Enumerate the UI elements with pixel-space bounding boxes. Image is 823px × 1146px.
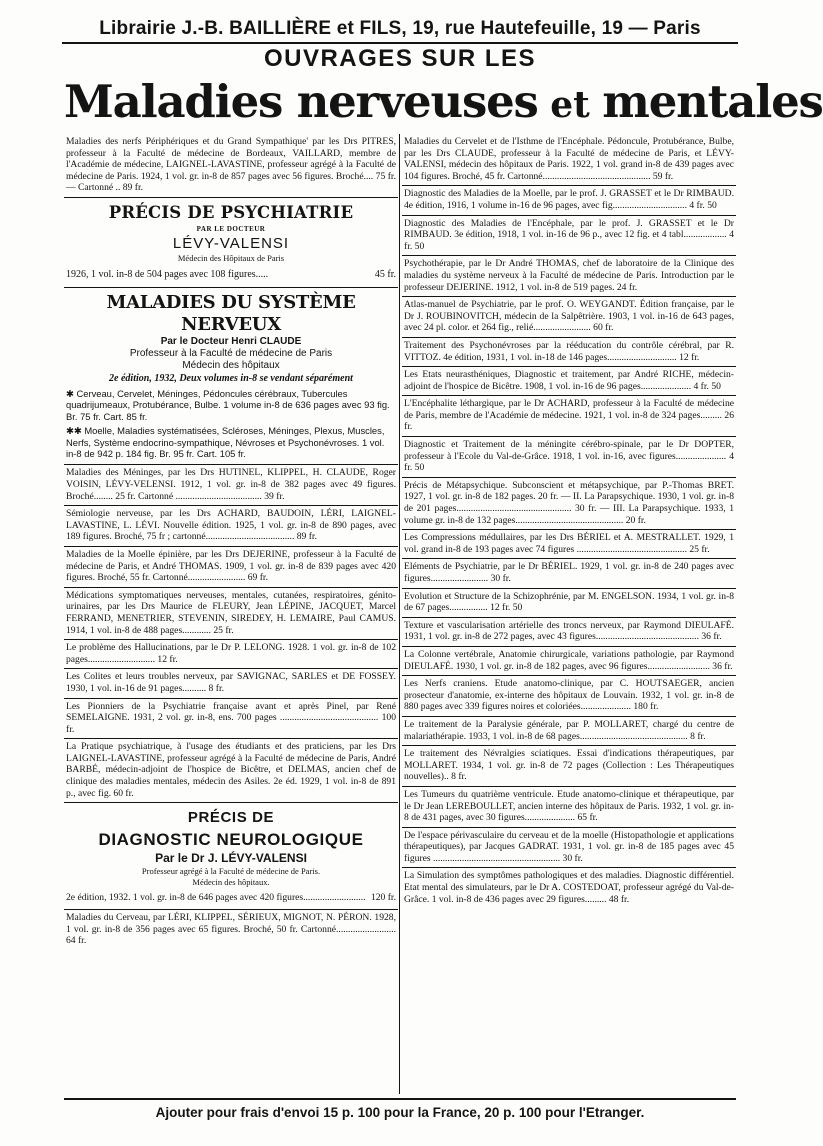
diagnostic-neurologique-sub1: Professeur agrégé à la Faculté de médecine de Paris. — [141, 866, 321, 877]
ouvrages-heading: OUVRAGES SUR LES — [263, 45, 537, 72]
systeme-nerveux-edition: 2e édition, 1932, Deux volumes in-8 se vendant séparément — [109, 372, 353, 384]
list-item: Psychothérapie, par le Dr André THOMAS, chef de laboratoire de la Clinique des maladies du système nerveux à la Faculté de médecine de Paris. Introduction par le professeur DEJERINE. 1912, 1 vol. in-8 de 519 pages. 24 fr. — [402, 256, 736, 297]
left-column — [64, 134, 398, 1094]
precis-psychiatrie-line — [66, 264, 396, 282]
systeme-nerveux-title: MALADIES DU SYSTÈME NERVEUX — [106, 291, 356, 335]
list-item: Le problème des Hallucinations, par le Dr P. LELONG. 1928. 1 vol. gr. in-8 de 102 pages............................ 12 fr. — [64, 640, 398, 669]
systeme-nerveux-vol1: ✱ Cerveau, Cervelet, Méninges, Pédoncules cérébraux, Tubercules quadrijumeaux, Protubérance, Bulbe. 1 volume in-8 de 636 pages avec 93 fig. Br. 75 fr. Cart. 85 fr. — [66, 387, 390, 422]
systeme-nerveux-author: Par le Docteur Henri CLAUDE — [160, 335, 302, 347]
list-item: Les Colites et leurs troubles nerveux, par SAVIGNAC, SARLES et DE FOSSEY. 1930, 1 vol. in-16 de 91 pages.......... 8 fr. — [64, 669, 398, 698]
column-divider — [399, 134, 400, 1094]
list-item: Diagnostic et Traitement de la méningite cérébro-spinale, par le Dr DOPTER, professeur à l'Ecole du Val-de-Grâce. 1918, 1 vol. in-16, avec figures..................... 4 fr. 50 — [402, 437, 736, 478]
precis-psychiatrie-title: PRÉCIS DE PSYCHIATRIE — [108, 202, 354, 222]
diagnostic-neurologique-line — [66, 888, 396, 904]
list-item: Les Etats neurasthéniques, Diagnostic et traitement, par André RICHE, médecin-adjoint de l'hospice de Bicêtre. 1908, 1 vol. in-16 de 96 pages..................... 4 fr. 50 — [402, 367, 736, 396]
precis-psychiatrie-details: 1926, 1 vol. in-8 de 504 pages avec 108 figures..... — [66, 268, 269, 280]
list-item: Le traitement des Névralgies sciatiques. Essai d'indications thérapeutiques, par MOLLARET. 1934, 1 vol. gr. in-8 de 72 pages (Collection : Les Thérapeutiques nouvelles).. 8 fr. — [402, 746, 736, 787]
footer — [64, 1098, 736, 1126]
diagnostic-neurologique-sub2: Médecin des hôpitaux. — [192, 877, 270, 888]
precis-psychiatrie-price: 45 fr. — [374, 268, 396, 280]
list-item: Maladies du Cerveau, par LÉRI, KLIPPEL, SÉRIEUX, MIGNOT, N. PÉRON. 1928, 1 vol. gr. in-8 de 356 pages avec 65 figures. Broché, 50 fr. Cartonné......................... 64 fr. — [66, 912, 396, 947]
precis-psychiatrie-box — [64, 198, 398, 288]
list-item: Les Tumeurs du quatrième ventricule. Etude anatomo-clinique et thérapeutique, par le Dr Jean LEREBOULLET, ancien interne des hôpitaux de Paris. 1932, 1 vol. gr. in-8 de 431 pages, avec 30 figures..................... 65 fr. — [402, 787, 736, 828]
main-title-part2: et — [537, 84, 603, 126]
list-item: Maladies des nerfs Périphériques et du Grand Sympathique' par les Drs PITRES, professeur à la Faculté de médecine de Bordeaux, VAILLARD, membre de l'Académie de médecine, LAIGNEL-LAVASTINE, professeur agrégé à la Faculté de médecine de Paris. 1924, 1 vol. gr. in-8 de 857 pages avec 56 figures. Broché.... 75 fr. — Cartonné .. 89 fr. — [64, 134, 398, 198]
list-item: Les Pionniers de la Psychiatrie française avant et après Pinel, par René SEMELAIGNE. 1931, 2 vol. gr. in-8, ens. 700 pages ......................................... 100 fr. — [64, 699, 398, 740]
main-title-part3: mentales — [602, 75, 823, 128]
list-item: Sémiologie nerveuse, par les Drs ACHARD, BAUDOIN, LÉRI, LAIGNEL-LAVASTINE, L. LÉVI. Nouvelle édition. 1925, 1 vol. gr. in-8 de 890 pages, avec 189 figures. Broché, 75 fr ; cartonné..................................... 89 fr. — [64, 506, 398, 547]
list-item: Traitement des Psychonévroses par la rééducation du contrôle cérébral, par R. VITTOZ. 4e édition, 1931, 1 vol. in-18 de 146 pages............................. 12 fr. — [402, 338, 736, 367]
list-item: La Colonne vertébrale, Anatomie chirurgicale, variations pathologie, par Raymond DIEULAFÉ. 1930, 1 vol. gr. in-8 de 182 pages, avec 96 figures.......................... 36 fr. — [402, 647, 736, 676]
list-item: Les Nerfs craniens. Etude anatomo-clinique, par C. HOUTSAEGER, ancien prosecteur d'anatomie, ex-interne des hôpitaux de Louvain. 1932, 1 vol. gr. in-8 de 880 pages avec 339 figures noires et coloriées..................... 180 fr. — [402, 676, 736, 717]
list-item: L'Encéphalite léthargique, par le Dr ACHARD, professeur à la Faculté de médecine de Paris, membre de l'Académie de médecine. 1921, 1 vol. in-8 de 324 pages......... 26 fr. — [402, 396, 736, 437]
list-item: Médications symptomatiques nerveuses, mentales, cutanées, respiratoires, génito-urinaires, par les Drs Maurice de FLEURY, Jean LÉPINE, JACQUET, Marcel FERRAND, MENETRIER, STEVENIN, SIREDEY, H. LEMAIRE, Paul CAMUS. 1914, 1 vol. in-8 de 488 pages............ 25 fr. — [64, 588, 398, 640]
list-item: Texture et vascularisation artérielle des troncs nerveux, par Raymond DIEULAFÉ. 1931, 1 vol. gr. in-8 de 272 pages, avec 43 figures........................................... 36 fr. — [402, 618, 736, 647]
shipping-note: Ajouter pour frais d'envoi 15 p. 100 pour la France, 20 p. 100 pour l'Etranger. — [155, 1105, 645, 1120]
list-item: Atlas-manuel de Psychiatrie, par le prof. O. WEYGANDT. Édition française, par le Dr J. ROUBINOVITCH, médecin de la Salpêtrière. 1903, 1 vol. in-16 de 643 pages, avec 24 pl. color. et 264 fig., relié........................ 60 fr. — [402, 297, 736, 338]
systeme-nerveux-box — [64, 288, 398, 465]
systeme-nerveux-vol2: ✱✱ Moelle, Maladies systématisées, Scléroses, Méninges, Plexus, Muscles, Nerfs, Système endocrino-sympathique, Névroses et Psychonévroses. 1 vol. in-8 de 942 p. 184 fig. Br. 95 fr. Cart. 105 fr. — [66, 425, 385, 459]
diagnostic-neurologique-price: 120 fr. — [370, 892, 396, 904]
diagnostic-neurologique-precis: PRÉCIS DE — [187, 809, 275, 827]
list-item: Diagnostic des Maladies de l'Encéphale, par le prof. J. GRASSET et le Dr RIMBAUD. 3e édition, 1918, 1 vol. in-16 de 96 p., avec 12 fig. et 4 tabl.................. 4 fr. 50 — [402, 216, 736, 257]
list-item: De l'espace périvasculaire du cerveau et de la moelle (Histopathologie et applications thérapeutiques), par Jacques GADRAT. 1931, 1 vol. gr. in-8 de 185 pages avec 45 figures ..................................................... 30 fr. — [402, 828, 736, 869]
publisher-line: Librairie J.-B. BAILLIÈRE et FILS, 19, rue Hautefeuille, 19 — Paris — [99, 18, 701, 39]
right-column — [402, 134, 736, 1094]
diagnostic-neurologique-author: Par le Dr J. LÉVY-VALENSI — [155, 851, 307, 866]
precis-psychiatrie-author: LÉVY-VALENSI — [172, 234, 290, 252]
precis-psychiatrie-par: PAR LE DOCTEUR — [196, 224, 266, 233]
list-item: La Pratique psychiatrique, à l'usage des étudiants et des praticiens, par les Drs LAIGNEL-LAVASTINE, professeur agrégé à la Faculté de médecine de Paris, André BARBÉ, médecin-adjoint de l'hospice de Bicêtre, et DELMAS, ancien chef de clinique des maladies mentales, médecin des Asiles. 2e éd. 1929, 1 vol. in-8 de 891 p., avec fig. 60 fr. — [64, 739, 398, 803]
list-item: Maladies de la Moelle épinière, par les Drs DEJERINE, professeur à la Faculté de médecine de Paris, et André THOMAS. 1909, 1 vol. gr. in-8 de 839 pages avec 420 figures. Broché, 55 fr. Cartonné........................ 69 fr. — [64, 547, 398, 588]
main-title — [64, 74, 823, 134]
precis-psychiatrie-sub: Médecin des Hôpitaux de Paris — [177, 252, 285, 263]
systeme-nerveux-sub1: Professeur à la Faculté de médecine de Paris — [129, 347, 333, 359]
list-item: La Simulation des symptômes pathologiques et des maladies. Diagnostic différentiel. Etat mental des simulateurs, par le Dr A. COSTEDOAT, professeur agrégé du Val-de-Grâce. 1 vol. in-8 de 436 pages avec 29 figures......... 48 fr. — [404, 870, 734, 905]
systeme-nerveux-sub2: Médecin des hôpitaux — [182, 359, 280, 371]
main-title-part1: Maladies nerveuses — [64, 75, 538, 128]
list-item: Evolution et Structure de la Schizophrénie, par M. ENGELSON. 1934, 1 vol. gr. in-8 de 67 pages................ 12 fr. 50 — [402, 589, 736, 618]
list-item: Diagnostic des Maladies de la Moelle, par le prof. J. GRASSET et le Dr RIMBAUD. 4e édition, 1916, 1 volume in-16 de 96 pages, avec fig............................... 4 fr. 50 — [402, 186, 736, 215]
catalogue-columns — [64, 134, 736, 1094]
list-item: Eléments de Psychiatrie, par le Dr BÉRIEL. 1929, 1 vol. gr. in-8 de 240 pages avec figures........................ 30 fr. — [402, 559, 736, 588]
list-item: Précis de Métapsychique. Subconscient et métapsychique, par P.-Thomas BRET. 1927, 1 vol. gr. in-8 de 182 pages. 20 fr. — II. La Parapsychique. 1930, 1 vol. gr. in-8 de 201 pages................................................ 30 fr. — III. La Parapsychique. 1933, 1 volume gr. in-8 de 132 pages............................................. 20 fr. — [402, 478, 736, 530]
diagnostic-neurologique-box — [64, 803, 398, 910]
diagnostic-neurologique-details: 2e édition, 1932. 1 vol. gr. in-8 de 646 pages avec 420 figures.......................... — [66, 892, 366, 904]
list-item: Maladies des Méninges, par les Drs HUTINEL, KLIPPEL, H. CLAUDE, Roger VOISIN, LÉVY-VELENSI. 1912, 1 vol. gr. in-8 de 382 pages avec 49 figures. Broché........ 25 fr. Cartonné .................................... 39 fr. — [64, 465, 398, 506]
list-item: Les Compressions médullaires, par les Drs BÉRIEL et A. MESTRALLET. 1929, 1 vol. grand in-8 de 193 pages avec 74 figures .............................................. 25 fr. — [402, 530, 736, 559]
list-item: Maladies du Cervelet et de l'Isthme de l'Encéphale. Pédoncule, Protubérance, Bulbe, par les Drs CLAUDE, professeur à la Faculté de médecine de Paris, et LÉVY-VALENSI, médecin des hôpitaux de Paris. 1922, 1 vol. grand in-8 de 439 pages avec 104 figures. Broché, 45 fr. Cartonné............................................. 59 fr. — [402, 134, 736, 186]
diagnostic-neurologique-title: DIAGNOSTIC NEUROLOGIQUE — [98, 830, 364, 850]
list-item: Le traitement de la Paralysie générale, par P. MOLLARET, chargé du centre de malariathérapie. 1933, 1 vol. in-8 de 68 pages............................................. 8 fr. — [402, 717, 736, 746]
